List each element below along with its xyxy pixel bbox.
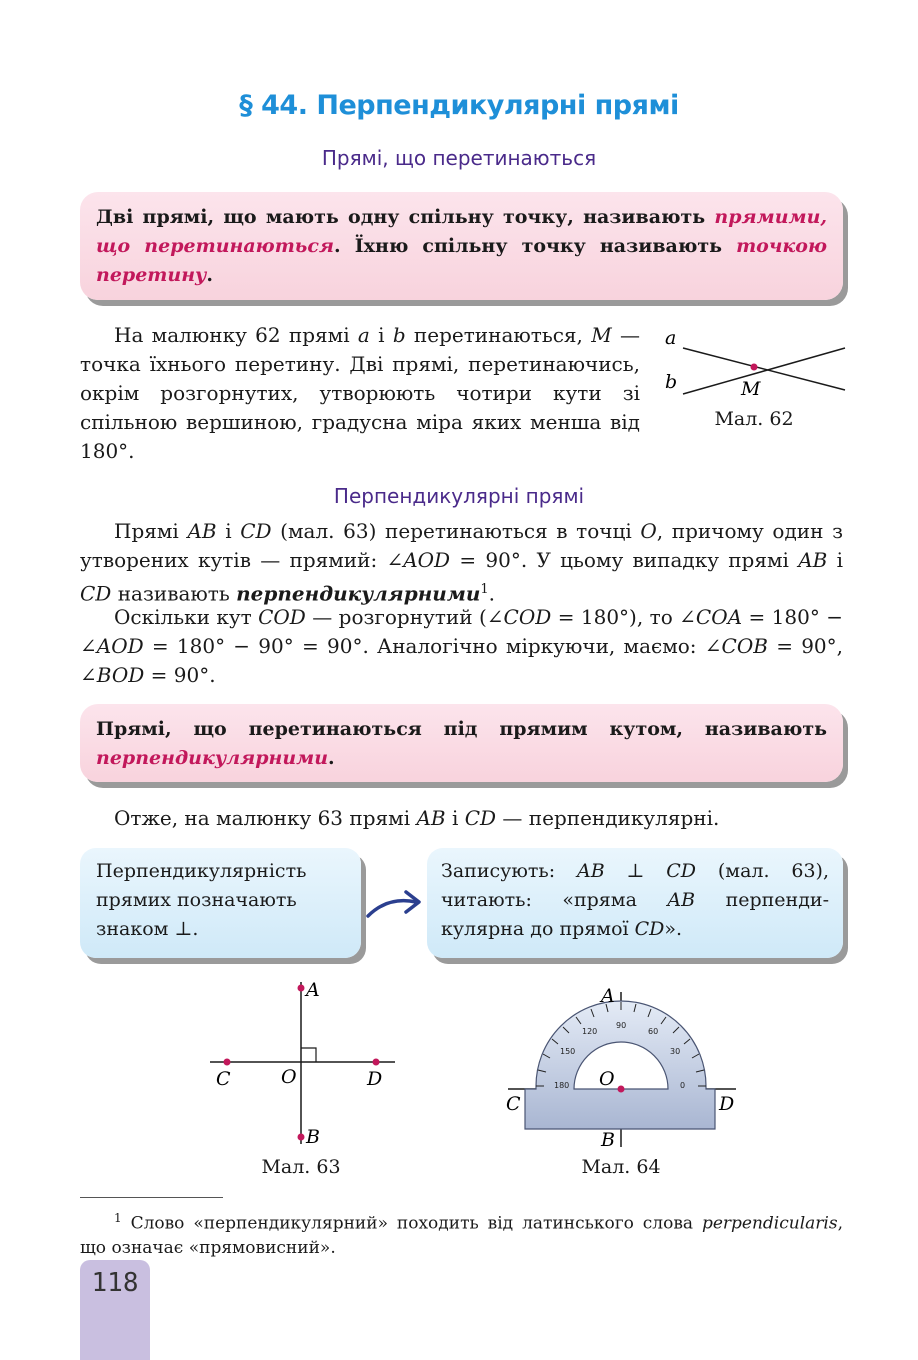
definition-box-perpendicular <box>80 704 843 782</box>
paragraph-intersection: На малюнку 62 прямі a і b перетинаються, M — точка їхнього перетину. Дві прямі, перетинаючись, окрім розгорнутих, утворюють чотири кути зі спільною вершиною, градусна міра яких менша від 180°. <box>80 323 640 463</box>
footnote-divider <box>80 1197 223 1198</box>
note-box-notation <box>427 848 843 958</box>
section-heading-perpendicular: Перпендикулярні прямі <box>333 484 585 508</box>
definition-text: Прямі, що перетинаються під прямим кутом, називають перпендикулярними. <box>96 718 827 769</box>
note-text: Записують: AB ⊥ CD (мал. 63), читають: «пряма AB перпендикулярна до прямої CD». <box>441 860 830 940</box>
label-c: C <box>506 1093 521 1115</box>
point-c <box>224 1059 231 1066</box>
svg-text:60: 60 <box>648 1027 659 1036</box>
figure-63 <box>200 972 410 1152</box>
caption-64: Мал. 64 <box>581 1156 661 1178</box>
point-d <box>373 1059 380 1066</box>
point-m <box>751 364 758 371</box>
footnote: $^1$ Слово «перпендикулярний» походить від латинського слова perpendicularis, що означає «прямовисний». <box>80 1211 843 1258</box>
definition-text: Дві прямі, що мають одну спільну точку, називають прямими, що перетинаються. Їхню спільну точку називають точкою перетину. <box>96 206 827 286</box>
point-b <box>298 1134 305 1141</box>
label-d: D <box>367 1068 383 1090</box>
label-a: A <box>306 979 320 1001</box>
right-angle-mark <box>301 1048 316 1062</box>
point-a <box>298 985 305 992</box>
label-b: b <box>665 371 678 393</box>
label-b: B <box>601 1129 615 1151</box>
caption-62: Мал. 62 <box>714 408 794 430</box>
figure-62 <box>655 322 855 412</box>
paragraph-conclusion: Отже, на малюнку 63 прямі AB і CD — перпендикулярні. <box>114 806 720 830</box>
svg-text:90: 90 <box>616 1021 627 1030</box>
label-o: O <box>281 1066 297 1088</box>
paragraph-angles: Оскільки кут COD — розгорнутий (∠COD = 180°), то ∠COA = 180° − ∠AOD = 180° − 90° = 90°. Аналогічно міркуючи, маємо: ∠COB = 90°, ∠BOD = 90°. <box>80 605 844 687</box>
label-b: B <box>306 1126 320 1148</box>
svg-text:150: 150 <box>560 1047 576 1056</box>
label-c: C <box>216 1068 231 1090</box>
label-a: A <box>601 985 615 1007</box>
section-heading-intersecting: Прямі, що перетинаються <box>321 146 597 170</box>
note-text: Перпендикулярність прямих позначають знаком ⊥. <box>96 860 307 940</box>
svg-text:120: 120 <box>582 1027 598 1036</box>
definition-box-intersecting <box>80 192 843 300</box>
page-title: § 44. Перпендикулярні прямі <box>239 90 679 121</box>
caption-63: Мал. 63 <box>261 1156 341 1178</box>
figure-64 <box>500 982 745 1152</box>
label-a: a <box>665 327 677 349</box>
label-d: D <box>719 1093 735 1115</box>
label-m: M <box>741 378 761 400</box>
svg-text:30: 30 <box>670 1047 681 1056</box>
label-o: O <box>599 1068 615 1090</box>
paragraph-perpendicular-def: Прямі AB і CD (мал. 63) перетинаються в точці O, причому один з утворених кутів — прямий: ∠AOD = 90°. У цьому випадку прямі AB і CD називають перпендикулярними$^1$. <box>80 519 844 606</box>
arrow-icon <box>362 886 428 926</box>
note-box-symbol <box>80 848 361 958</box>
page-number: 118 <box>80 1260 150 1360</box>
point-o <box>618 1086 625 1093</box>
svg-text:0: 0 <box>680 1081 686 1090</box>
svg-text:180: 180 <box>554 1081 570 1090</box>
